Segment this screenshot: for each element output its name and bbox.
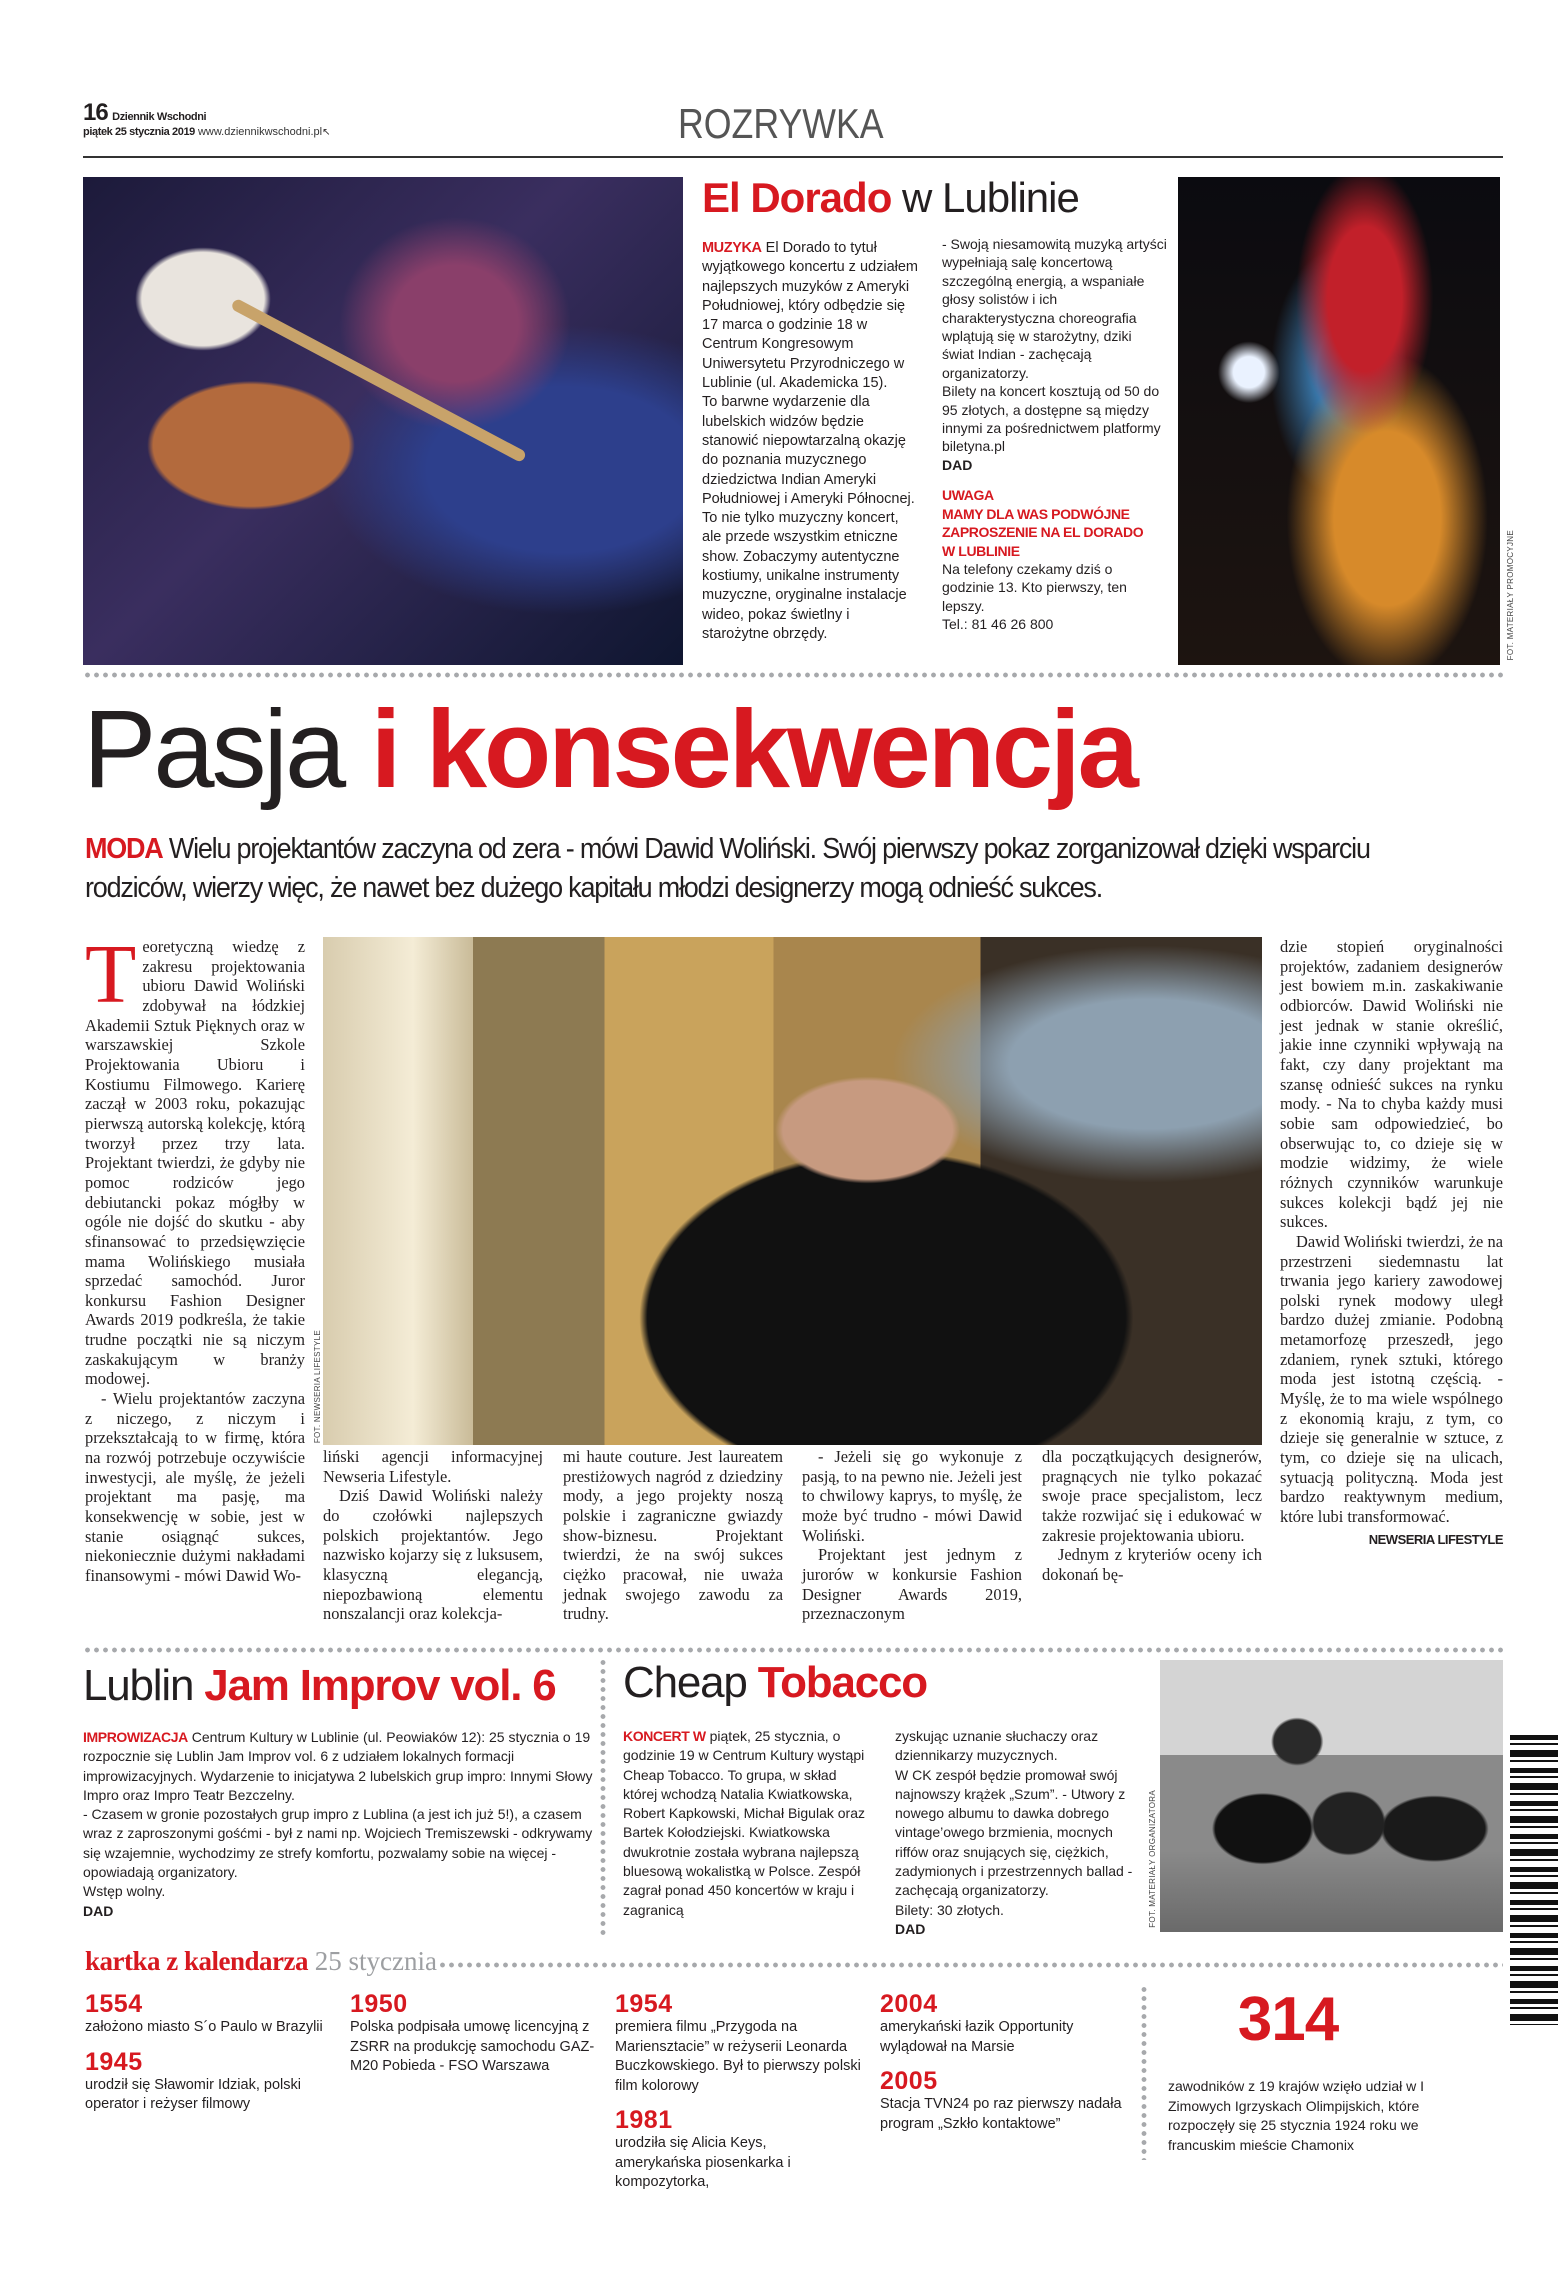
eldorado-kicker: MUZYKA bbox=[702, 240, 762, 256]
barcode bbox=[1510, 1735, 1558, 2025]
article-column: dla początkujących designerów, pragnących nie tylko pokazać swoje prace specjalistom, lecz także rozwijać się i edukować w zakresie projektowania ubioru. Jednym z kryteriów oceny ich dokonań bę- bbox=[1042, 1447, 1262, 1584]
issue-date: piątek 25 stycznia 2019 bbox=[83, 126, 195, 138]
promo-headline: MAMY DLA WAS PODWÓJNE ZAPROSZENIE NA EL DORADO W LUBLINIE bbox=[942, 505, 1144, 559]
header-rule bbox=[83, 156, 1503, 158]
calendar-entry: 1954 premiera filmu „Przygoda na Mariensztacie” w reżyserii Leonarda Buczkowskiego. Był to pierwszy polski film kolorowy bbox=[615, 1990, 861, 2094]
photo-credit: FOT. NEWSERIA LIFESTYLE bbox=[313, 1330, 322, 1444]
photo-credit: FOT. MATERIAŁY PROMOCYJNE bbox=[1506, 530, 1515, 661]
calendar-heading: kartka z kalendarza 25 stycznia bbox=[85, 1946, 437, 1976]
article-column: - Jeżeli się go wykonuje z pasją, to na pewno nie. Jeżeli jest to chwilowy kaprys, to myślę, że może być trudno - mówi Dawid Woliński. Projektant jest jednym z jurorów w konkursie Fashion Designer Awards 2019, przeznaczonym bbox=[802, 1447, 1022, 1624]
eldorado-title: El Dorado w Lublinie bbox=[702, 174, 1079, 221]
cursor-icon: ↖ bbox=[322, 127, 331, 138]
article-column: mi haute couture. Jest laureatem prestiżowych nagród z dziedziny mody, a jego projekty noszą polskie i zagraniczne gwiazdy show-biznesu. Projektant twierdzi, że na swój sukces ciężko pracował, nie uważa jednak swojego zawodu za trudny. bbox=[563, 1447, 783, 1624]
promo-text: Na telefony czekamy dziś o godzinie 13. Kto pierwszy, ten lepszy. bbox=[942, 560, 1127, 614]
eldorado-text: To barwne wydarzenie dla lubelskich widzów będzie stanowić niepowtarzalną okazję do poznania muzycznego dziedzictwa Indian Ameryki Południowej i Ameryki Północnej. To nie tylko muzyczny koncert, ale przede wszystkim etniczne show. Zobaczymy autentyczne kostiumy, unikalne instrumenty muzyczne, oryginalne instalacje wideo, pokaz świetlny i starożytne obrzędy. bbox=[702, 394, 915, 642]
calendar-entry: 1554 założono miasto S´o Paulo w Brazylii bbox=[85, 1990, 323, 2035]
eldorado-text: El Dorado to tytuł wyjątkowego koncertu z udziałem najlepszych muzyków z Ameryki Południowej, który odbędzie się 17 marca o godzinie 18 w Centrum Kongresowym Uniwersytetu Przyrodniczego w Lublinie (ul. Akademicka 15). bbox=[702, 240, 918, 392]
drop-cap: T bbox=[85, 928, 137, 1021]
article-column: T eoretyczną wiedzę z zakresu projektowania ubioru Dawid Woliński zdobywał na łódzkiej Akademii Sztuk Pięknych oraz w warszawskiej Szkole Projektowania Ubioru i Kostiumu Filmowego. Karierę zaczął w 2003 roku, pokazując pierwszą autorską kolekcję, którą tworzył przez trzy lata. Projektant twierdzi, że gdyby nie pomoc rodziców jego debiutancki pokaz mógłby w ogóle nie dojść do skutku - aby sfinansować to przedsięwzięcie mama Wolińskiego musiała sprzedać samochód. Juror konkursu Fashion Designer Awards 2019 podkreśla, że takie trudne początki nie są niczym zaskakującym w branży modowej. - Wielu projektantów zaczyna z niczego, z niczym i przekształcają to w firmę, która na rozwój potrzebuje oczywiście inwestycji, ale myślę, że jeżeli projektant ma pasję, ma konsekwencję w sobie, jest w stanie osiągnąć sukces, niekoniecznie dużymi nakładami finansowymi - mówi Dawid Wo- bbox=[85, 928, 305, 1585]
eldorado-article bbox=[702, 175, 1167, 665]
article-column: liński agencji informacyjnej Newseria Lifestyle. Dziś Dawid Woliński należy do czołówki najlepszych polskich projektantów. Jego nazwisko kojarzy się z luksusem, klasyczną elegancją, niepozbawioną elementu nonszalancji oraz kolekcja- bbox=[323, 1447, 543, 1624]
page-header bbox=[83, 100, 1503, 160]
promo-title: UWAGA bbox=[942, 487, 994, 504]
jam-improv-title: Lublin Jam Improv vol. 6 bbox=[83, 1661, 556, 1710]
eldorado-photo-left bbox=[83, 177, 683, 665]
calendar-fact bbox=[1168, 1985, 1468, 2165]
article-signature: NEWSERIA LIFESTYLE bbox=[1368, 1531, 1503, 1547]
calendar-entry: 1981 urodziła się Alicia Keys, amerykańska piosenkarka i kompozytorka, bbox=[615, 2106, 791, 2190]
article-column: dzie stopień oryginalności projektów, zadaniem designerów jest bowiem m.in. zaskakiwanie odbiorców. Dawid Woliński nie jest jednak w stanie określić, jakie inne czynniki wpływają na fakt, czy dany projektant ma szansę odnieść sukces na rynku mody. - Na to chyba każdy musi sobie sam odpowiedzieć, bo obserwując to, co dzieje się w modzie widzimy, że wiele różnych czynników warunkuje sukces kolekcji bądź jej nie sukces. Dawid Woliński twierdzi, że na przestrzeni siedemnastu lat trwania jego kariery zawodowej polski rynek modowy uległ bardzo dużej zmianie. Podobną metamorfozę przeszedł, jego zdaniem, rynek sztuki, którego moda jest istotną częścią. - Myślę, że to ma wiele wspólnego z ekonomią kraju, z tym, co dzieje się generalnie w sztuce, z tym, co dzieje się na ulicach, sytuacją polityczną. Moda jest bardzo reaktywnym medium, które lubi transformować. NEWSERIA LIFESTYLE bbox=[1280, 937, 1503, 1549]
column-divider bbox=[600, 1658, 606, 1938]
band-photo bbox=[1160, 1660, 1503, 1932]
calendar-entry: 2005 Stacja TVN24 po raz pierwszy nadała program „Szkło kontaktowe” bbox=[880, 2067, 1122, 2132]
main-headline: Pasja i konsekwencja bbox=[83, 688, 1136, 811]
jam-improv-article: Lublin Jam Improv vol. 6 IMPROWIZACJA Centrum Kultury w Lublinie (ul. Peowiaków 12): 25 stycznia o 19 rozpocznie się Lublin Jam Improv vol. 6 z udziałem lokalnych formacji improwizacyjnych. Wydarzenie to inicjatywa 2 lubelskich grup impro: Innymi Słowy Impro oraz Impro Teatr Bezczelny. - Czasem w gronie pozostałych grup impro z Lublina (a jest ich już 5!), a czasem wraz z zaproszonymi gośćmi - był z nami np. Wojciech Tremiszewski - odkrywamy się wzajemnie, wychodzimy ze strefy komfortu, pozwalamy sobie na więcej - opowiadają organizatory. Wstęp wolny. DAD bbox=[83, 1658, 593, 1921]
eldorado-photo-right bbox=[1178, 177, 1500, 665]
cheap-tobacco-title: Cheap Tobacco bbox=[623, 1658, 927, 1707]
calendar-column bbox=[880, 1990, 1140, 2144]
cheap-tobacco-article: Cheap Tobacco KONCERT W piątek, 25 stycznia, o godzinie 19 w Centrum Kultury wystąpi Cheap Tobacco. To grupa, w skład której wchodzą Natalia Kwiatkowska, Robert Kapkowski, Michał Bigulak oraz Bartek Kołodziejski. Kwiatkowska dwukrotnie została wybrana najlepszą bluesową wokalistką w Polsce. Zespół zagrał ponad 450 koncertów w kraju i zagranicą zyskując uznanie słuchaczy oraz dziennikarzy muzycznych. W CK zespół będzie promował swój najnowszy krążek „Szum”. - Utwory z nowego albumu to dawka dobrego vintage’owego brzmienia, mocnych riffów oraz snujących się, ciężkich, zadymionych i przestrzennych ballad - zachęcają organizatorzy. Bilety: 30 złotych. DAD bbox=[623, 1655, 1143, 1711]
fact-number: 314 bbox=[1237, 1985, 1339, 2054]
website-link[interactable]: www.dziennikwschodni.pl bbox=[197, 126, 323, 138]
eldorado-text: - Swoją niesamowitą muzyką artyści wypełniają salę koncertową szczególną energią, a wspaniałe głosy solistów i ich charakterystyczna choreografia wplątują się w starożytny, dziki świat Indian - zachęcają organizatorzy. bbox=[942, 236, 1167, 381]
promo-phone[interactable]: Tel.: 81 46 26 800 bbox=[942, 616, 1054, 633]
calendar-entry: 1950 Polska podpisała umowę licencyjną z ZSRR na produkcję samochodu GAZ-M20 Pobieda - FSO Warszawa bbox=[350, 1990, 595, 2074]
calendar-column bbox=[615, 1990, 870, 2203]
calendar-column bbox=[85, 1990, 335, 2125]
column-divider bbox=[1141, 1985, 1147, 2160]
calendar-entry: 2004 amerykański łazik Opportunity wylądował na Marsie bbox=[880, 1990, 1074, 2055]
page-number: 16 bbox=[83, 99, 108, 126]
eldorado-text: Bilety na koncert kosztują od 50 do 95 złotych, a dostępne są między innymi za pośrednictwem platformy biletyna.pl bbox=[942, 383, 1161, 455]
section-title: ROZRYWKA bbox=[678, 100, 884, 147]
calendar-entry: 1945 urodził się Sławomir Idziak, polski operator i reżyser filmowy bbox=[85, 2047, 301, 2112]
main-deck: MODA Wielu projektantów zaczyna od zera - mówi Dawid Woliński. Swój pierwszy pokaz zorganizował dzięki wsparciu rodziców, wierzy więc, że nawet bez dużego kapitału młodzi designerzy mogą odnieść sukces. bbox=[85, 833, 1370, 904]
fact-text: zawodników z 19 krajów wzięło udział w I Zimowych Igrzyskach Olimpijskich, które rozpoczęły się 25 stycznia 1924 roku we francuskim mieście Chamonix bbox=[1168, 2078, 1424, 2153]
paper-name: Dziennik Wschodni bbox=[112, 111, 207, 123]
main-photo bbox=[323, 937, 1262, 1445]
calendar-column bbox=[350, 1990, 600, 2087]
eldorado-signature: DAD bbox=[942, 456, 973, 473]
photo-credit: FOT. MATERIAŁY ORGANIZATORA bbox=[1148, 1790, 1157, 1928]
section-divider bbox=[438, 1962, 1503, 1968]
section-divider bbox=[83, 1647, 1503, 1653]
section-divider bbox=[83, 672, 1503, 678]
